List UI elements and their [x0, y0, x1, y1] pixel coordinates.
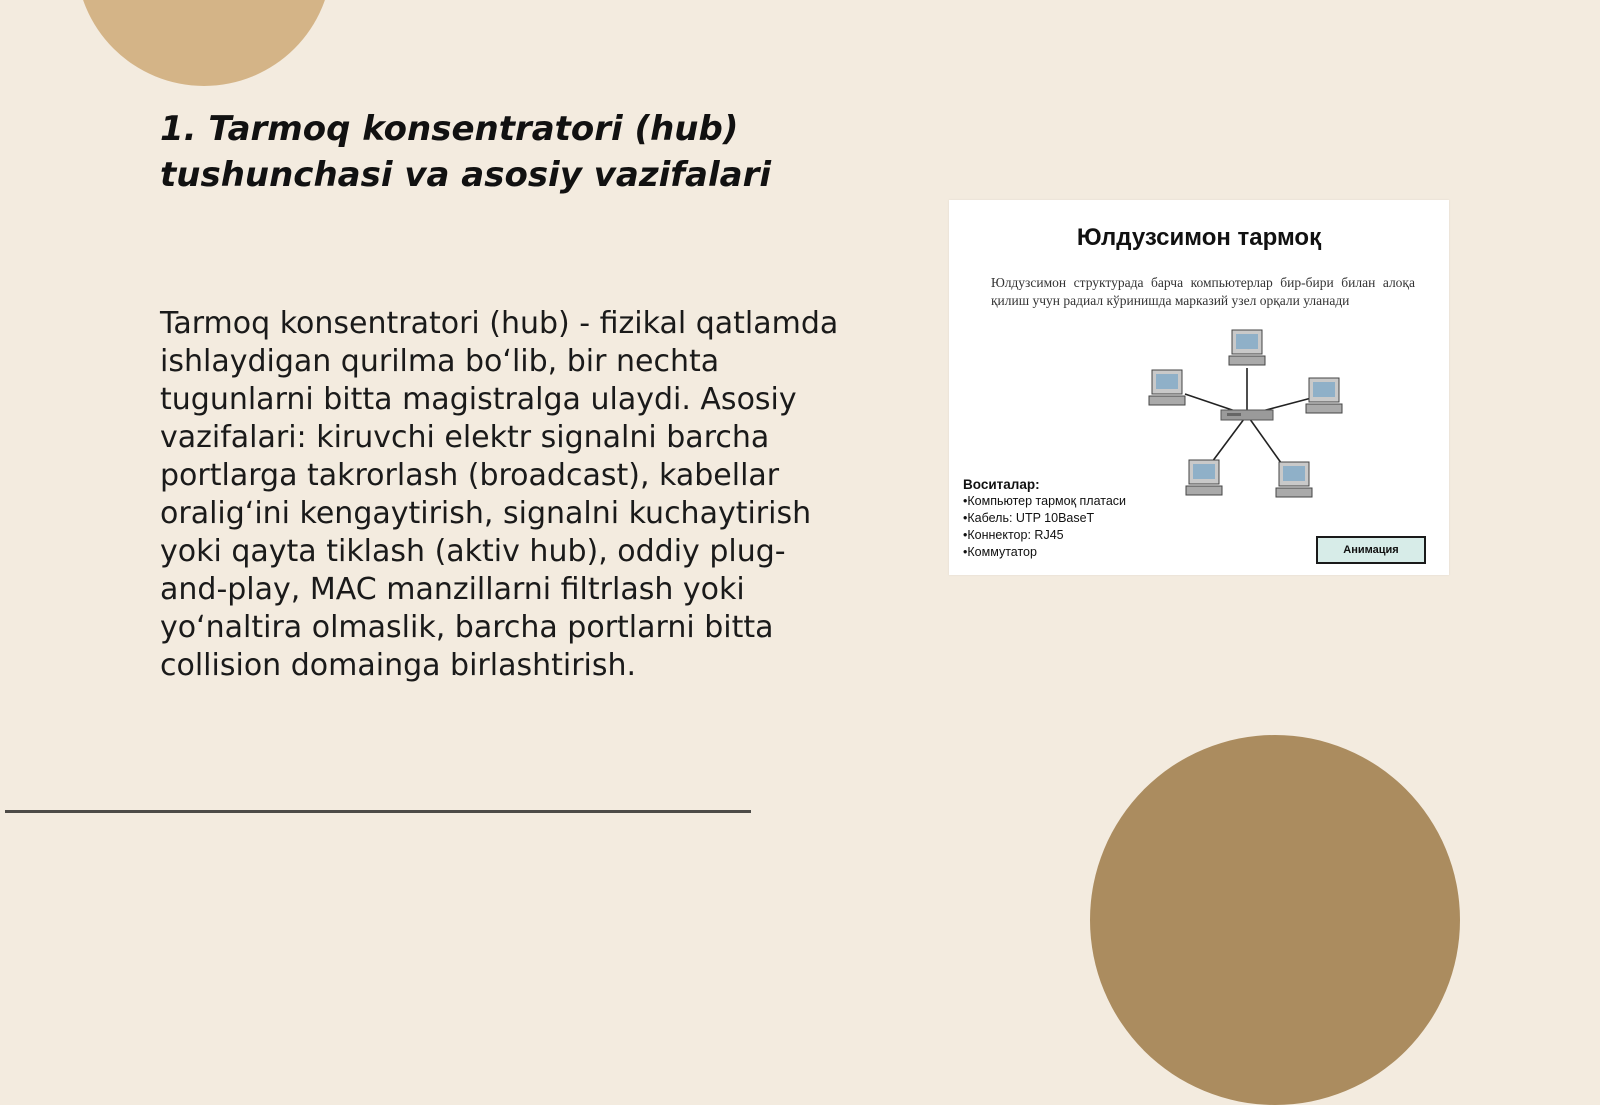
image-title: Юлдузсимон тармоқ [1076, 224, 1322, 251]
horizontal-rule [5, 810, 751, 813]
tools-item: •Коннектор: RJ45 [963, 528, 1064, 542]
slide-body-text: Tarmoq konsentratori (hub) - fizikal qatlamda ishlaydigan qurilma bo‘lib, bir nechta tugunlarni bitta magistralga ulaydi. Asosiy vazifalari: kiruvchi elektr signalni barcha portlarga takrorlash (broadcast), kabellar oralig‘ini kengaytirish, signalni kuchaytirish yoki qayta tiklash (aktiv hub), oddiy plug-and-play, MAC manzillarni filtrlash yoki yo‘naltira olmaslik, barcha portlarni bitta collision domainga birlashtirish. [160, 306, 839, 683]
computer-icon [1149, 370, 1185, 405]
tools-item: •Кабель: UTP 10BaseT [963, 511, 1095, 525]
tools-item: •Коммутатор [963, 545, 1037, 559]
computer-icon [1186, 460, 1222, 495]
link-line [1247, 415, 1284, 467]
computer-icon [1306, 378, 1342, 413]
computer-icon [1229, 330, 1265, 365]
slide-title [160, 106, 800, 198]
decorative-circle-top [76, 0, 332, 86]
tools-item: •Компьютер тармоқ платаси [963, 494, 1127, 508]
tools-title: Воситалар: [963, 477, 1040, 492]
image-description: Юлдузсимон структурада барча компьютерлар бир-бири билан алоқа қилиш учун радиал кўринишда марказий узел орқали уланади [991, 275, 1415, 308]
slide-title-line-1: 1. Tarmoq konsentratori (hub) [160, 109, 739, 149]
hub-icon [1221, 410, 1273, 420]
slide-title-line-2: tushunchasi va asosiy vazifalari [160, 155, 772, 195]
animation-button: Анимация [1316, 536, 1426, 564]
link-line [1209, 415, 1247, 466]
computer-icon [1276, 462, 1312, 497]
star-network-image [949, 200, 1449, 575]
decorative-circle-bottom [1090, 735, 1460, 1105]
tools-list [963, 476, 1183, 561]
